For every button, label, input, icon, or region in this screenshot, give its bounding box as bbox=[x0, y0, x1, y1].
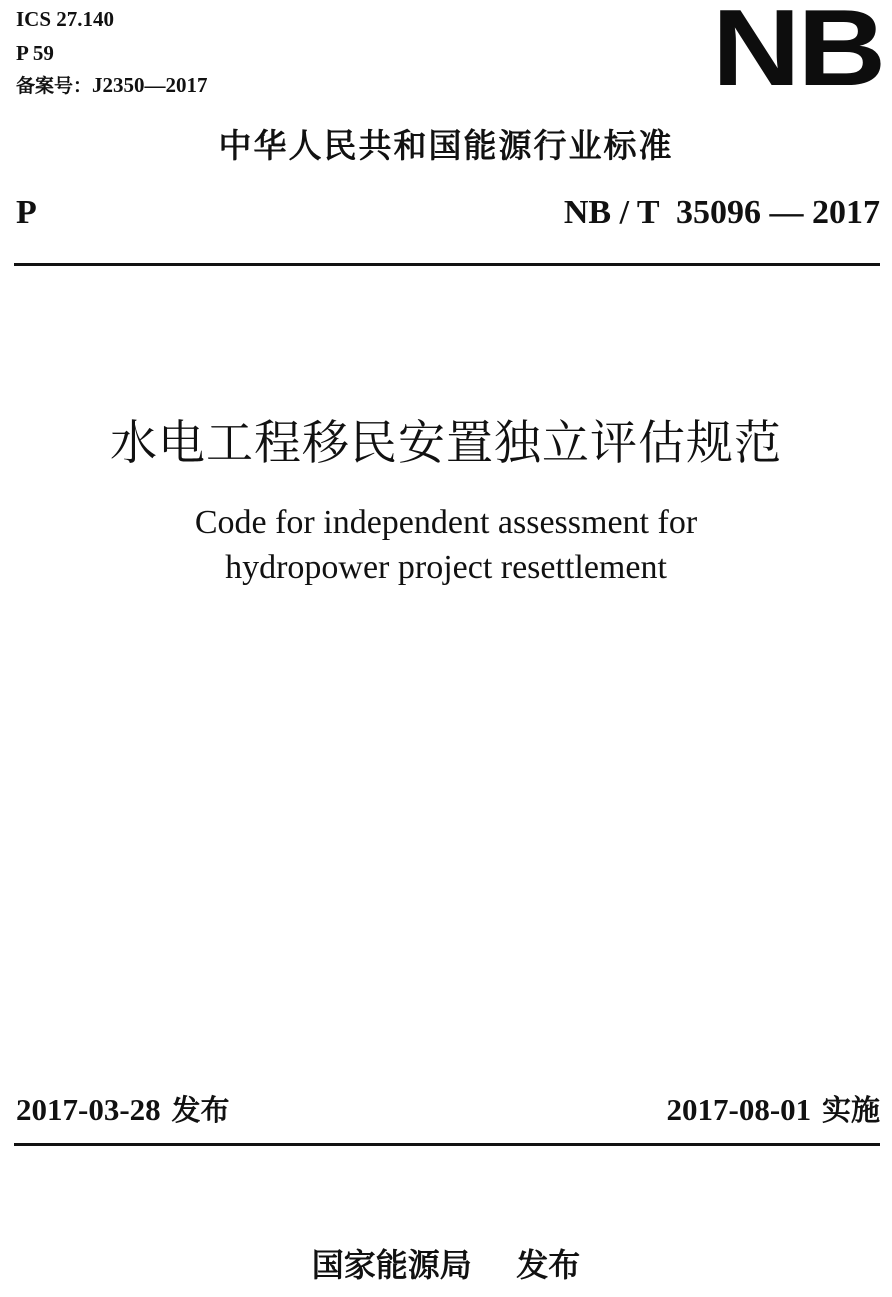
record-value: J2350—2017 bbox=[92, 73, 208, 97]
publisher-line bbox=[0, 1243, 892, 1287]
issue-date-value: 2017-03-28 bbox=[16, 1092, 161, 1127]
implementation-date-label: 实施 bbox=[821, 1093, 880, 1127]
implementation-date-value: 2017-08-01 bbox=[666, 1092, 812, 1127]
bottom-divider bbox=[14, 1143, 880, 1146]
document-title-en-line1: Code for independent assessment for bbox=[194, 504, 698, 541]
issue-date bbox=[16, 1090, 229, 1130]
document-title-cn: 水电工程移民安置独立评估规范 bbox=[110, 416, 782, 471]
issue-date-label: 发布 bbox=[171, 1093, 230, 1127]
record-label: 备案号： bbox=[16, 75, 93, 97]
issuer-title: 中华人民共和国能源行业标准 bbox=[218, 126, 674, 165]
record-number bbox=[16, 72, 208, 99]
standard-number: NB / T 35096 — 2017 bbox=[563, 194, 880, 231]
publisher-name: 国家能源局 bbox=[311, 1246, 472, 1284]
document-title-en-line2: hydropower project resettlement bbox=[225, 549, 667, 586]
nb-logo: NB bbox=[712, 0, 884, 110]
classification-code: P 59 bbox=[16, 41, 54, 65]
implementation-date bbox=[667, 1090, 880, 1130]
publisher-action: 发布 bbox=[516, 1246, 581, 1284]
top-divider bbox=[14, 263, 880, 266]
ics-code: ICS 27.140 bbox=[16, 7, 115, 31]
category-letter: P bbox=[16, 194, 37, 231]
